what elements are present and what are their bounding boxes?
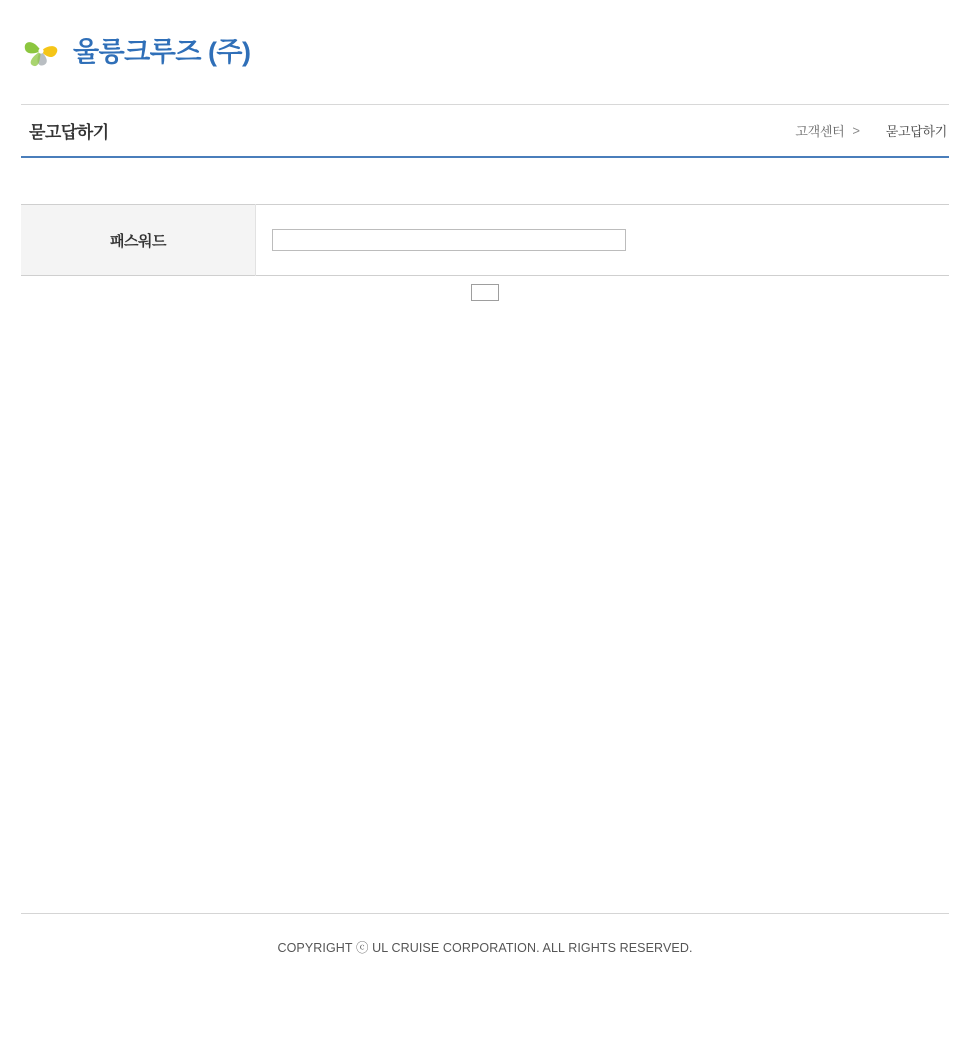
main-content (21, 158, 949, 301)
page-title-bar (21, 104, 949, 158)
breadcrumb-current: 묻고답하기 (885, 124, 947, 139)
password-input-cell (256, 205, 950, 276)
breadcrumb (795, 121, 949, 140)
brand-home-link[interactable] (21, 32, 251, 72)
breadcrumb-parent[interactable]: 고객센터 (795, 124, 845, 139)
site-footer (21, 913, 949, 956)
brand-title (73, 36, 251, 67)
submit-button-row (21, 284, 949, 301)
breadcrumb-separator-icon: > (852, 123, 860, 138)
password-input[interactable] (272, 229, 626, 251)
brand-title-suffix: (주) (207, 36, 251, 67)
table-row (21, 205, 949, 276)
brand-title-main: 울릉크루즈 (73, 36, 201, 67)
submit-button[interactable] (471, 284, 499, 301)
copyright-text: COPYRIGHT ⓒ UL CRUISE CORPORATION. ALL RIGHTS RESERVED. (277, 941, 693, 955)
site-header (0, 0, 970, 104)
page-title: 묻고답하기 (29, 123, 109, 142)
password-label: 패스워드 (21, 205, 256, 276)
password-form-table (21, 204, 949, 276)
pinwheel-flower-logo-icon (21, 32, 63, 72)
